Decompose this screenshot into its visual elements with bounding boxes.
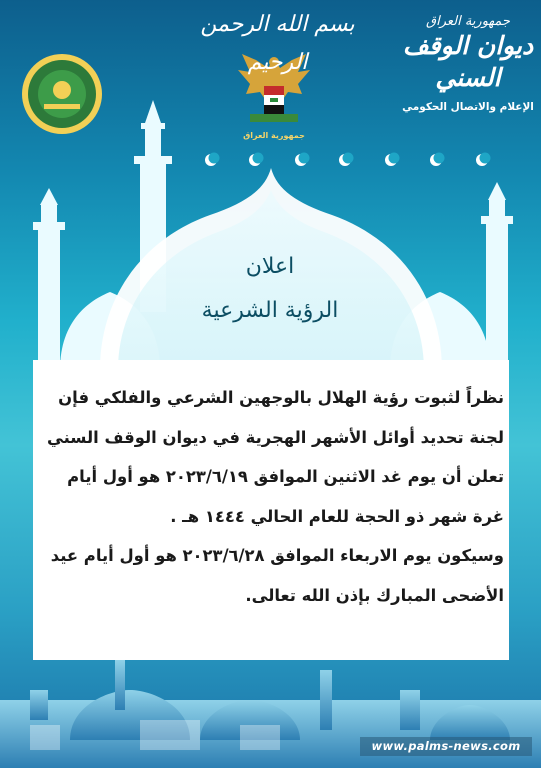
body-line: وسيكون يوم الاربعاء الموافق ٢٠٢٣/٦/٢٨ هو أول أيام عيد [50, 546, 504, 565]
body-line: تعلن أن يوم غد الاثنين الموافق ٢٠٢٣/٦/١٩ هو أول أيام [67, 467, 504, 486]
body-line: لجنة تحديد أوائل الأشهر الهجرية في ديوان الوقف السني [47, 427, 504, 447]
crescent-icon [249, 153, 264, 167]
body-line: غرة شهر ذو الحجة للعام الحالي ١٤٤٤ هـ . [170, 506, 504, 526]
site-watermark: www.palms-news.com [360, 737, 532, 756]
crescent-icon [295, 153, 310, 167]
logo-line-media: الإعلام والاتصال الحكومي [402, 101, 534, 113]
announcement-subtitle: الرؤية الشرعية [201, 298, 339, 323]
crescent-icon [430, 153, 445, 167]
crescent-icon [385, 153, 400, 167]
body-line: نظراً لثبوت رؤية الهلال بالوجهين الشرعي والفلكي فإن [58, 388, 504, 407]
basmala: بسم الله الرحمن الرحيم [200, 12, 355, 75]
right-minaret [481, 182, 513, 368]
left-minaret [33, 188, 65, 368]
body-line: الأضحى المبارك بإذن الله تعالى. [245, 585, 504, 605]
emblem-caption: جمهورية العراق [243, 131, 305, 140]
logo-line-country: جمهورية العراق [426, 14, 510, 29]
crescent-moons [205, 153, 491, 167]
crescent-icon [476, 153, 491, 167]
logo-line-diwan: ديوان الوقف السني [402, 31, 534, 92]
crescent-icon [205, 153, 220, 167]
crescent-icon [339, 153, 354, 167]
announcement-title: اعلان [245, 254, 295, 279]
seal-logo [22, 54, 102, 134]
sunni-endowment-logo [400, 14, 536, 114]
announcement-body [38, 378, 504, 615]
